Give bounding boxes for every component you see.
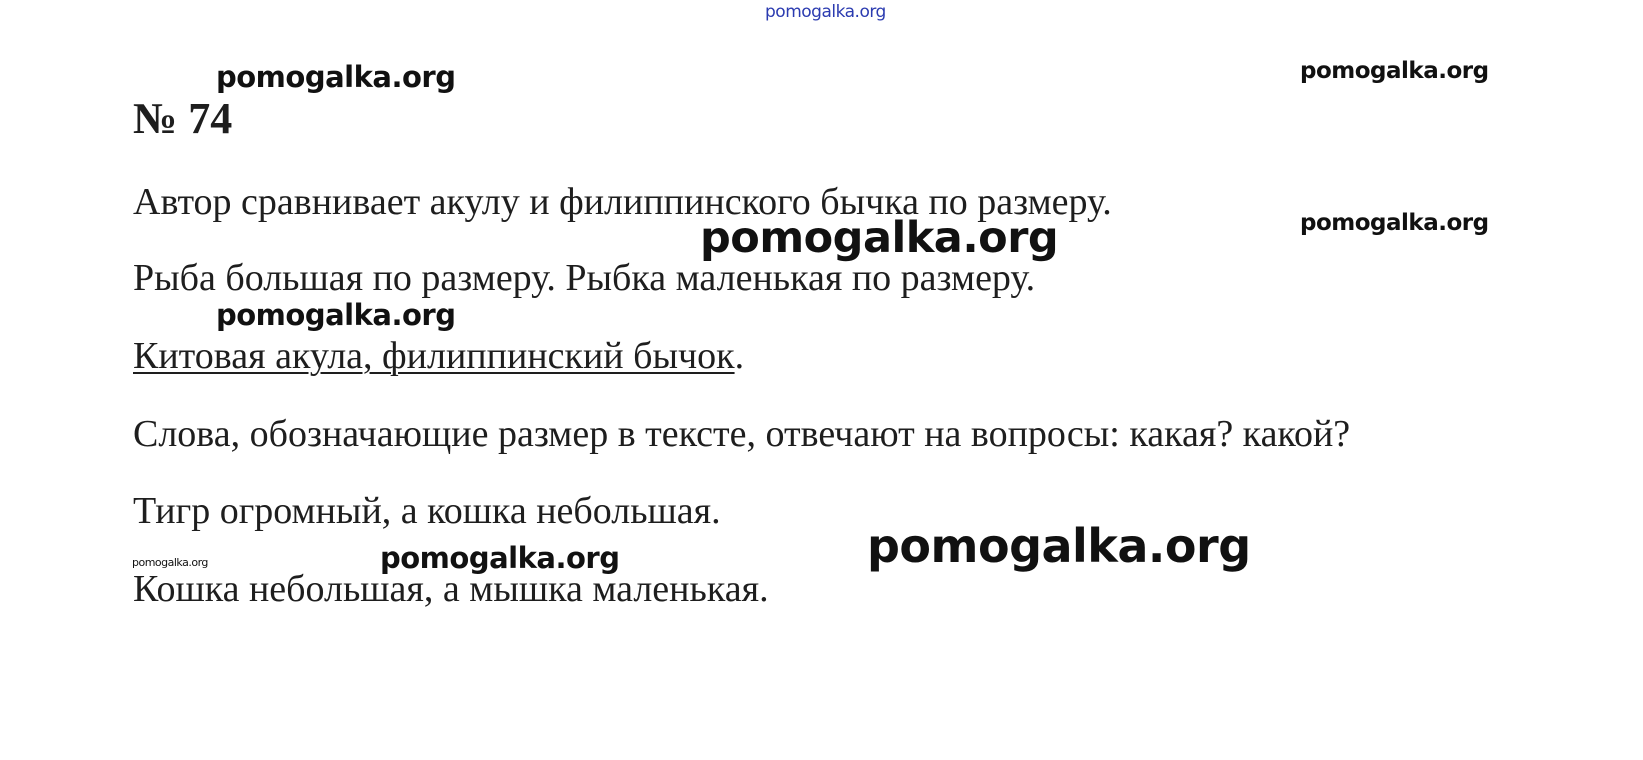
text-line-3 (133, 334, 744, 378)
watermark: pomogalka.org (216, 60, 456, 94)
text-line-5: Тигр огромный, а кошка небольшая. (133, 490, 721, 532)
exercise-number: № 74 (133, 94, 233, 143)
text-line-2: Рыба большая по размеру. Рыбка маленькая по размеру. (133, 257, 1036, 299)
watermark: pomogalka.org (380, 541, 620, 575)
watermark: pomogalka.org (700, 213, 1059, 263)
watermark: pomogalka.org (216, 298, 456, 332)
watermark: pomogalka.org (867, 519, 1251, 573)
text-line-4: Слова, обозначающие размер в тексте, отвечают на вопросы: какая? какой? (133, 413, 1351, 455)
watermark: pomogalka.org (132, 556, 208, 569)
underlined-answer: Китовая акула, филиппинский бычок (133, 335, 735, 377)
text-line-1: Автор сравнивает акулу и филиппинского бычка по размеру. (133, 181, 1112, 223)
watermark-top: pomogalka.org (765, 2, 886, 22)
watermark: pomogalka.org (1300, 58, 1489, 84)
line-3-period: . (734, 335, 745, 377)
text-line-6: Кошка небольшая, а мышка маленькая. (133, 568, 769, 610)
watermark: pomogalka.org (1300, 210, 1489, 236)
